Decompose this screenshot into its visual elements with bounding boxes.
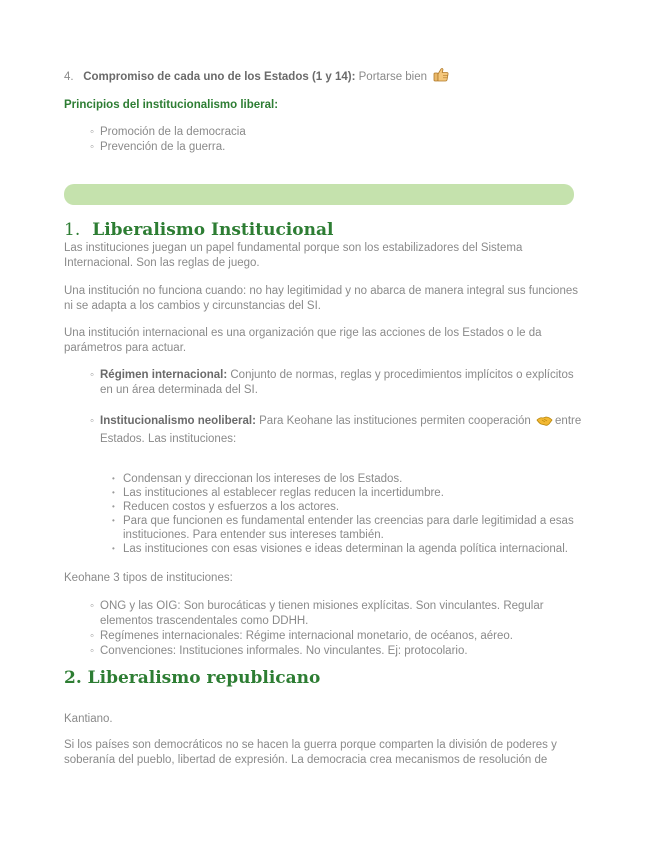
section-1-number: 1. — [64, 220, 81, 240]
item-4-text: Portarse bien — [358, 71, 428, 83]
list-item: ◦ Prevención de la guerra. — [90, 140, 246, 155]
neoliberal-text-b: entre Estados. Las instituciones: — [100, 415, 582, 445]
thumbs-up-icon — [433, 67, 449, 87]
principios-list — [90, 125, 246, 155]
paises-paragraph: Si los países son democráticos no se hacen la guerra porque comparten la división de poderes y soberanía del pueblo, libertad de expresión. La democracia crea mecanismos de resolución de — [64, 739, 557, 766]
list-item: • Reducen costos y esfuerzos a los actores. — [112, 500, 582, 514]
institucion-no-funciona: Una institución no funciona cuando: no hay legitimidad y no abarca de manera integral sus funciones ni se adapta a los cambios y circunstancias del SI. — [64, 285, 578, 312]
list-item: • Las instituciones con esas visiones e ideas determinan la agenda política internacional. — [112, 542, 582, 556]
regimen-label: Régimen internacional: — [100, 369, 228, 381]
section-1-title: Liberalismo Institucional — [92, 220, 334, 240]
item-4-number: 4. — [64, 71, 74, 83]
keohane-intro: Keohane 3 tipos de instituciones: — [64, 572, 233, 584]
list-item: • Las instituciones al establecer reglas reducen la incertidumbre. — [112, 486, 582, 500]
section-1-heading — [64, 220, 333, 240]
regimen-list — [90, 368, 585, 398]
neoliberal-text-a: Para Keohane las instituciones permiten cooperación — [259, 415, 531, 427]
item-4 — [64, 67, 449, 87]
kantiano-text: Kantiano. — [64, 713, 113, 725]
regimen-item — [90, 368, 585, 398]
list-item: ◦ Regímenes internacionales: Régime internacional monetario, de océanos, aéreo. — [90, 629, 560, 644]
handshake-icon — [536, 415, 553, 432]
neoliberal-item — [90, 414, 585, 447]
principios-heading: Principios del institucionalismo liberal: — [64, 99, 279, 111]
section-1-intro: Las instituciones juegan un papel fundamental porque son los estabilizadores del Sistema Internacional. Son las reglas de juego. — [64, 242, 523, 269]
list-item: • Condensan y direccionan los intereses de los Estados. — [112, 472, 582, 486]
section-2-heading: 2. Liberalismo republicano — [64, 668, 321, 688]
list-item: ◦ Convenciones: Instituciones informales. No vinculantes. Ej: protocolario. — [90, 644, 560, 659]
instituciones-bullets — [112, 472, 582, 556]
regimen-text: Conjunto de normas, reglas y procedimientos implícitos o explícitos en un área determinada del SI. — [100, 369, 574, 396]
institucion-definicion: Una institución internacional es una organización que rige las acciones de los Estados o le da parámetros para actuar. — [64, 327, 542, 354]
neoliberal-list — [90, 414, 585, 447]
neoliberal-label: Institucionalismo neoliberal: — [100, 415, 256, 427]
list-item: ◦ ONG y las OIG: Son burocáticas y tienen misiones explícitas. Son vinculantes. Regular elementos trascendentales como DDHH. — [90, 599, 560, 629]
section-divider-bar — [64, 184, 574, 205]
list-item: • Para que funcionen es fundamental entender las creencias para darle legitimidad a esas instituciones. Para entender sus intereses también. — [112, 514, 582, 542]
item-4-label: Compromiso de cada uno de los Estados (1 y 14): — [83, 71, 356, 83]
list-item: ◦ Promoción de la democracia — [90, 125, 246, 140]
tipos-list — [90, 599, 560, 659]
